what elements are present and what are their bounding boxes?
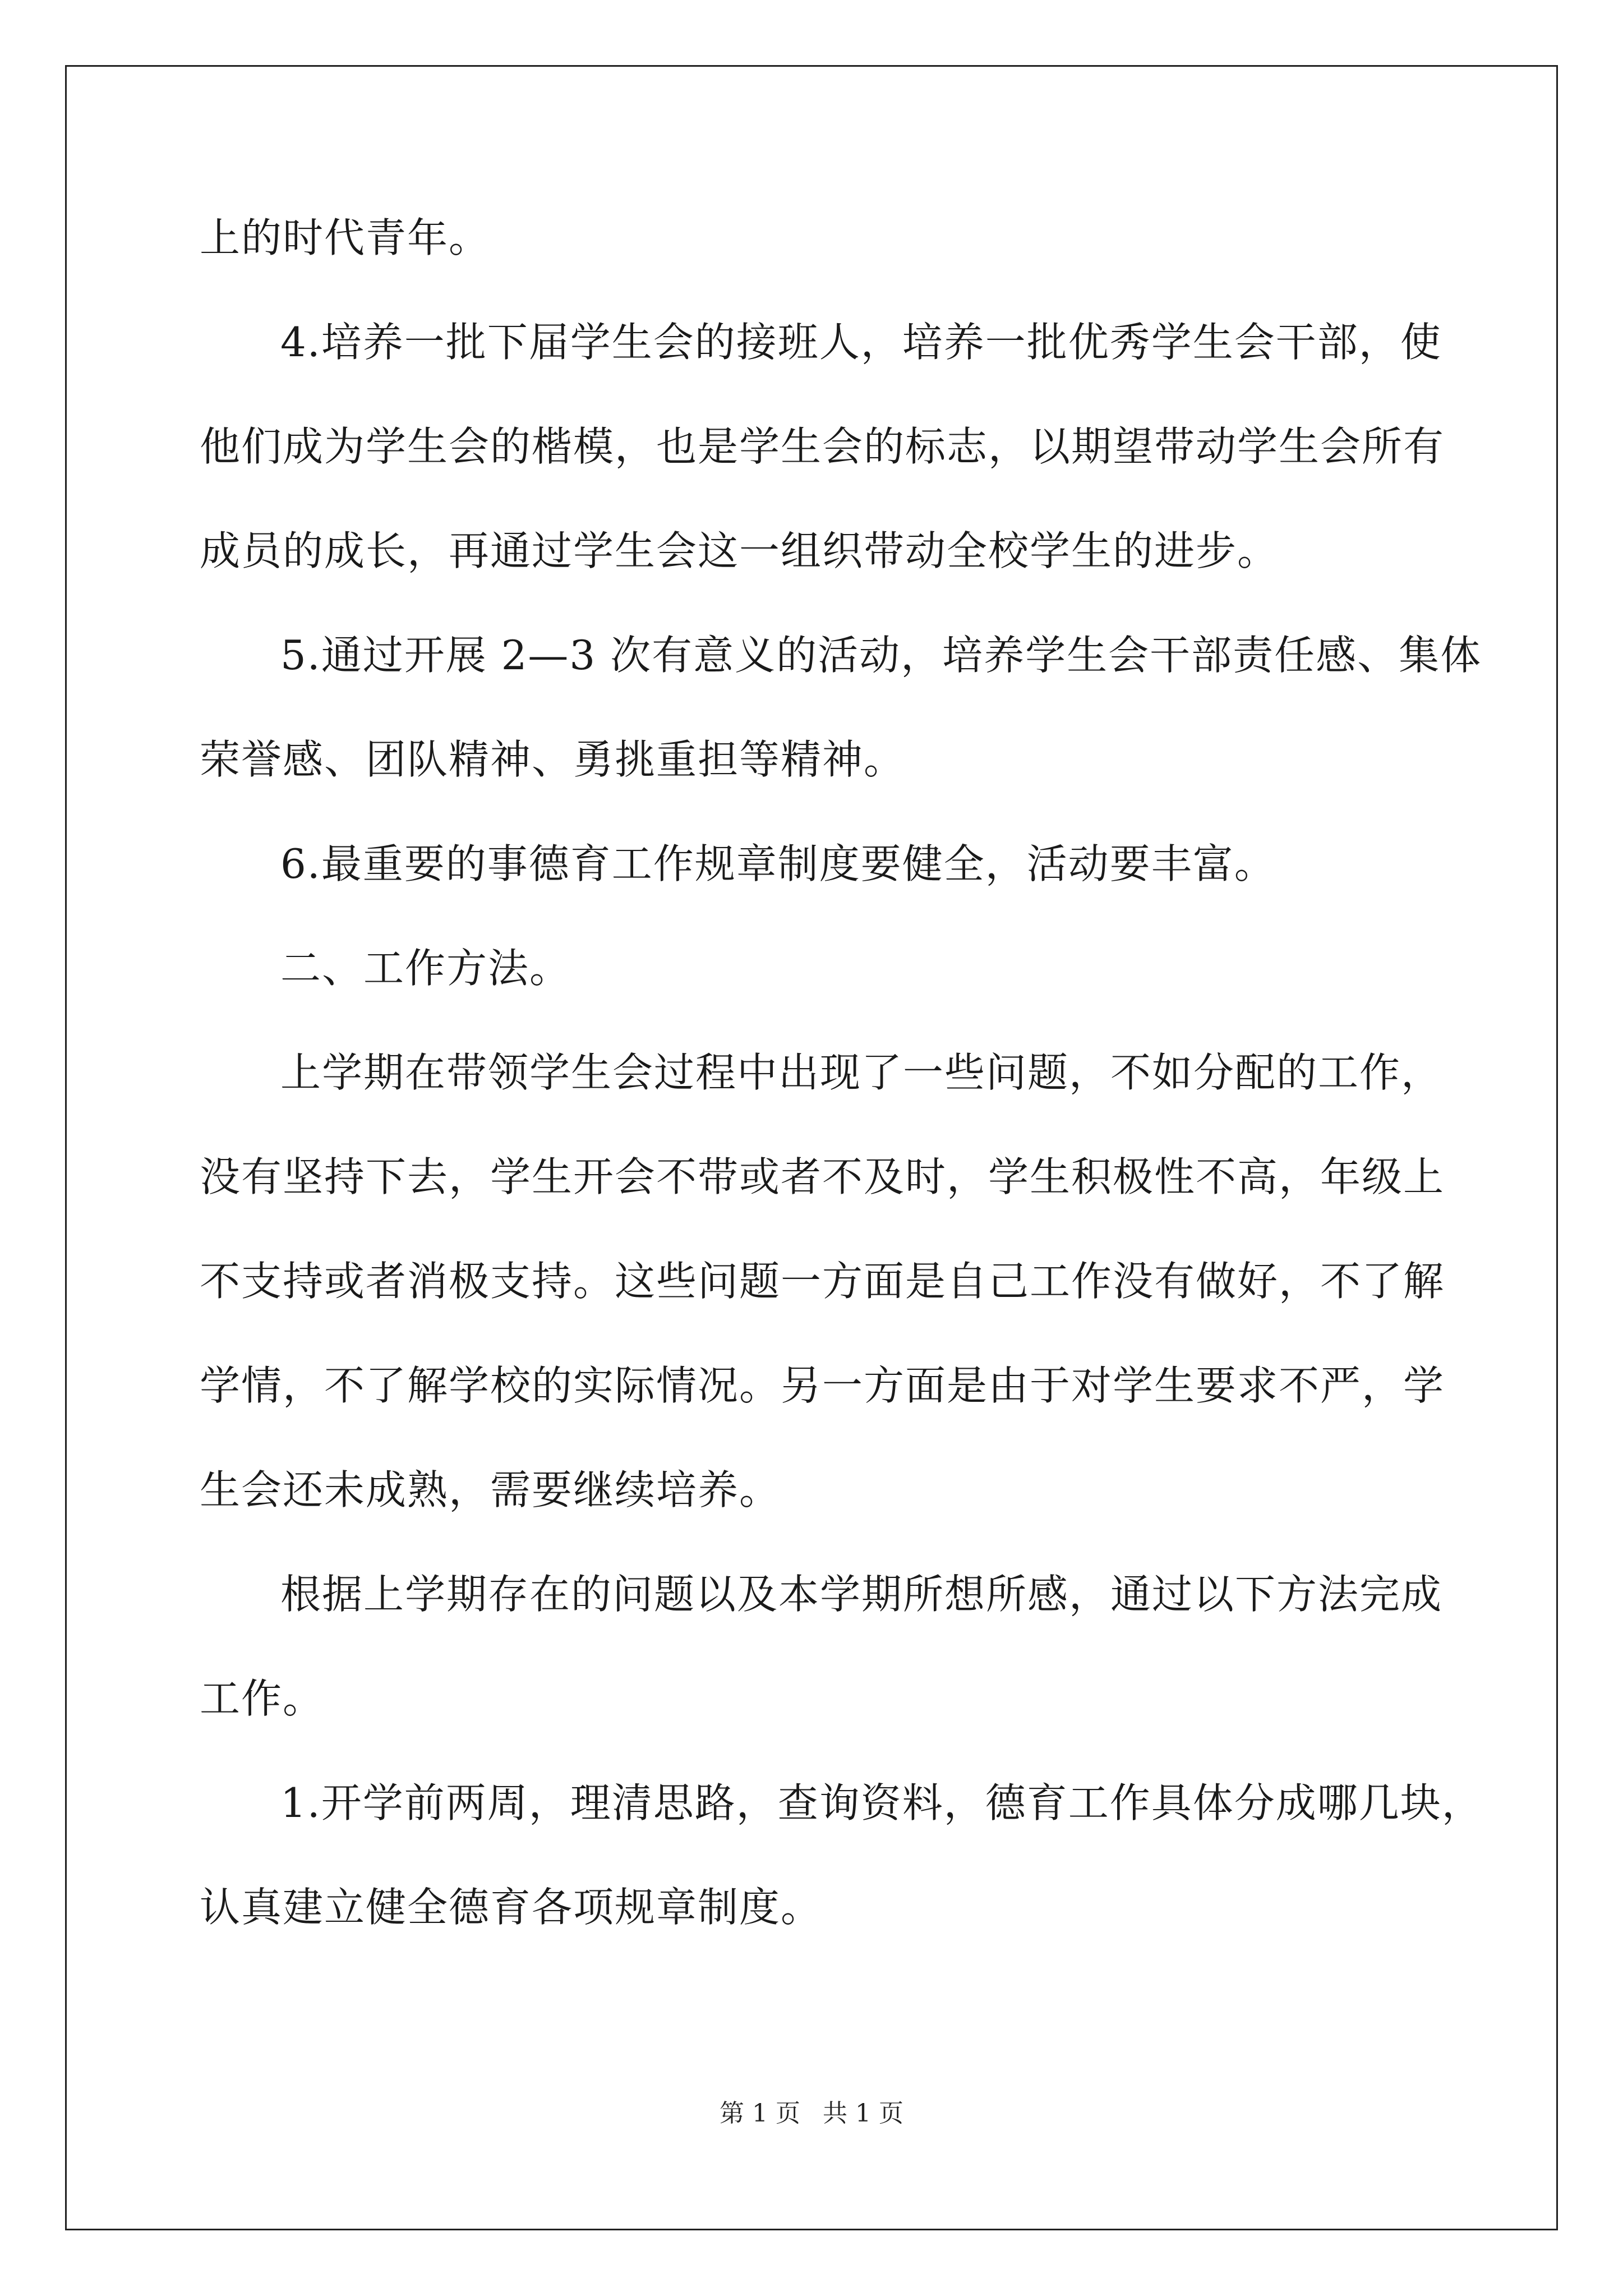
text-line: 他们成为学生会的楷模，也是学生会的标志，以期望带动学生会所有 <box>200 423 1445 470</box>
text-line: 荣誉感、团队精神、勇挑重担等精神。 <box>200 736 906 783</box>
text-line: 上学期在带领学生会过程中出现了一些问题，不如分配的工作， <box>280 1049 1443 1096</box>
text-line: 根据上学期存在的问题以及本学期所想所感，通过以下方法完成 <box>280 1571 1443 1618</box>
page-total: 共 1 页 <box>823 2099 903 2128</box>
text-line: 上的时代青年。 <box>200 214 491 261</box>
text-line: 没有坚持下去，学生开会不带或者不及时，学生积极性不高，年级上 <box>200 1153 1445 1200</box>
page-number: 第 1 页 <box>720 2099 800 2128</box>
text-line: 5.通过开展 2—3 次有意义的活动，培养学生会干部责任感、集体 <box>280 632 1482 679</box>
text-line: 不支持或者消极支持。这些问题一方面是自己工作没有做好，不了解 <box>200 1258 1445 1305</box>
text-line: 生会还未成熟，需要继续培养。 <box>200 1466 781 1513</box>
text-line: 认真建立健全德育各项规章制度。 <box>200 1884 823 1931</box>
text-line: 6.最重要的事德育工作规章制度要健全，活动要丰富。 <box>280 840 1276 887</box>
text-line: 工作。 <box>200 1675 325 1722</box>
text-line: 学情，不了解学校的实际情况。另一方面是由于对学生要求不严，学 <box>200 1362 1445 1409</box>
page-footer <box>0 2097 1623 2131</box>
text-line: 1.开学前两周，理清思路，查询资料，德育工作具体分成哪几块， <box>280 1779 1483 1826</box>
section-heading: 二、工作方法。 <box>280 945 571 992</box>
text-line: 4.培养一批下届学生会的接班人，培养一批优秀学生会干部，使 <box>280 319 1442 366</box>
text-line: 成员的成长，再通过学生会这一组织带动全校学生的进步。 <box>200 527 1279 574</box>
